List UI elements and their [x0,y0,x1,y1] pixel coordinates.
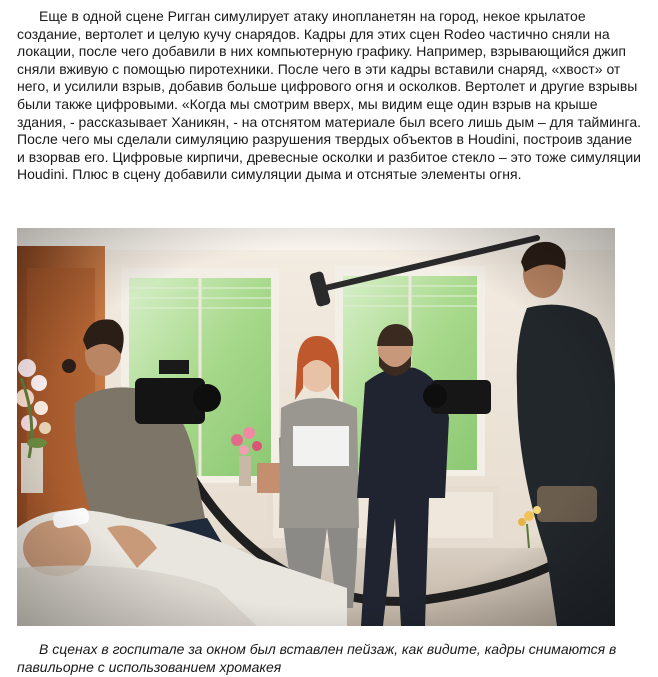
photo-caption: В сценах в госпитале за окном был вставлен пейзаж, как видите, кадры снимаются в павильорне с использованием хромакея [17,641,617,675]
film-set-photo [17,228,615,626]
article-paragraph: Еще в одной сцене Ригган симулирует атаку инопланетян на город, некое крылатое создание, вертолет и целую кучу снарядов. Кадры для этих сцен Rodeo частично сняли на локации, после чего добавили в них компьютерную графику. Например, взрывающийся джип сняли вживую с помощью пиротехники. После чего в эти кадры вставили снаряд, «хвост» от него, и усилили взрыв, добавив больше цифрового огня и осколков. Вертолет и другие взрывы были также цифровыми. «Когда мы смотрим вверх, мы видим еще один взрыв на крыше здания, - рассказывает Ханикян, - на отснятом материале был всего лишь дым – для тайминга. После чего мы сделали симуляцию разрушения твердых объектов в Houdini, построив здание и взорвав его. Цифровые кирпичи, древесные осколки и разбитое стекло – это тоже симуляции Houdini. Плюс в сцену добавили симуляции дыма и отснятые элементы огня. [17,8,642,183]
